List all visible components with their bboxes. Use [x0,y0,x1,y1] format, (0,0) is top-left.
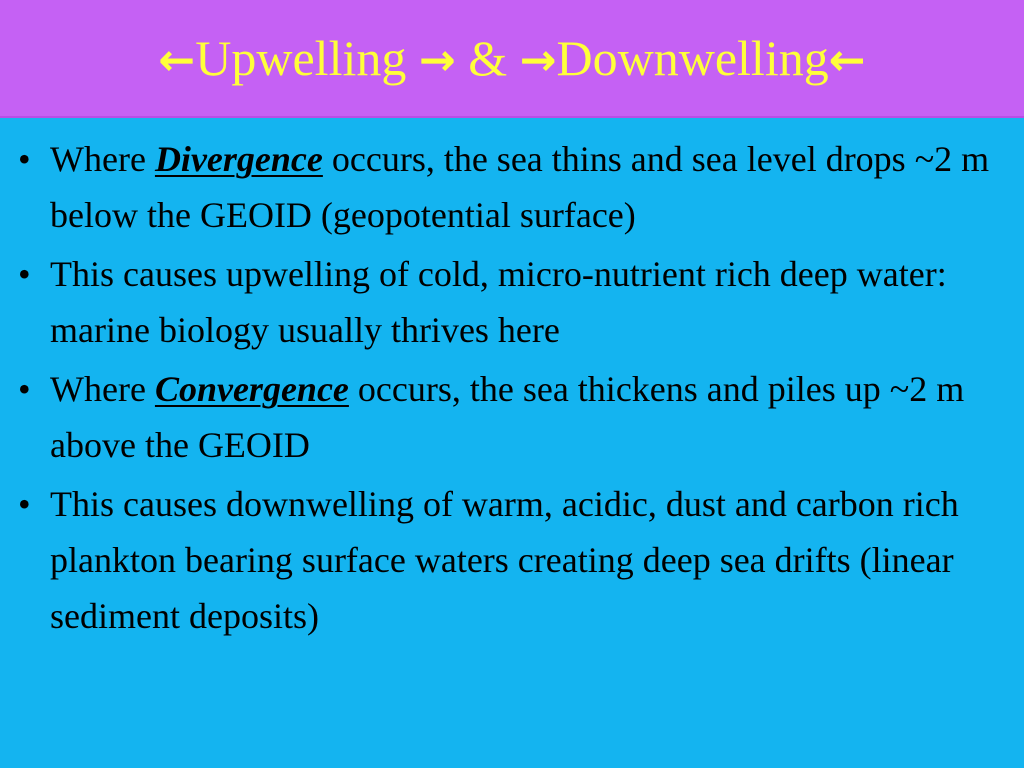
slide-title [0,28,1024,91]
bullet-marker: • [18,139,31,179]
bullet-text: This causes downwelling of warm, acidic, dust and carbon rich plankton bearing surface waters creating deep sea drifts (linear sediment deposits) [50,484,959,636]
title-bar [0,0,1024,118]
slide-content [0,119,1024,768]
arrow-left-icon: ← [158,35,196,86]
bullet-text: occurs, the sea thins and sea level drops ~2 m below the GEOID (geopotential surface) [50,139,990,235]
downwelling-title-text: Downwelling [556,30,829,86]
bullet-marker: • [18,254,31,294]
term-convergence: Convergence [154,369,349,409]
bullet-convergence [18,361,1008,473]
arrow-left-icon: ← [828,35,866,86]
term-divergence: Divergence [154,139,323,179]
bullet-list [18,131,1008,647]
arrow-right-icon: → [519,35,557,86]
bullet-text: occurs, the sea thickens and piles up ~2 m above the GEOID [50,369,965,465]
bullet-prefix: Where [50,369,155,409]
bullet-downwelling-effect [18,476,1008,644]
arrow-right-icon: → [418,35,456,86]
bullet-divergence [18,131,1008,243]
bullet-text: This causes upwelling of cold, micro-nutrient rich deep water: marine biology usually thrives here [50,254,947,350]
bullet-marker: • [18,484,31,524]
bullet-prefix: Where [50,139,155,179]
bullet-marker: • [18,369,31,409]
bullet-upwelling-effect [18,246,1008,358]
upwelling-title-text: Upwelling [195,30,407,86]
ampersand-text: & [468,30,508,86]
